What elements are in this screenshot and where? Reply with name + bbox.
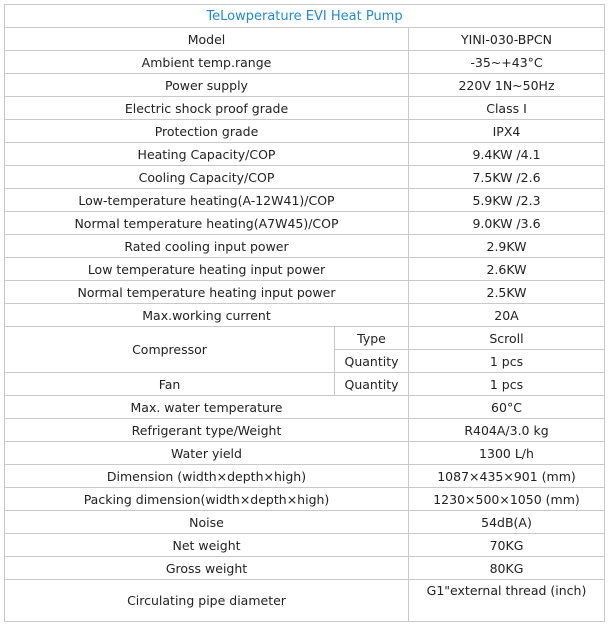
table-row <box>5 120 605 143</box>
row-value: G1"external thread (inch) <box>409 580 605 622</box>
row-value: 20A <box>409 304 605 327</box>
row-value: 1300 L/h <box>409 442 605 465</box>
spec-table <box>4 4 605 622</box>
row-value: Class I <box>409 97 605 120</box>
row-value: Scroll <box>409 327 605 350</box>
row-label: Max. water temperature <box>5 396 409 419</box>
table-row <box>5 465 605 488</box>
row-value: 2.9KW <box>409 235 605 258</box>
row-label: Net weight <box>5 534 409 557</box>
table-row <box>5 304 605 327</box>
table-row <box>5 281 605 304</box>
row-value: 60°C <box>409 396 605 419</box>
table-row <box>5 442 605 465</box>
row-label: Protection grade <box>5 120 409 143</box>
table-row <box>5 97 605 120</box>
table-row <box>5 235 605 258</box>
table-row <box>5 327 605 350</box>
sub-label: Quantity <box>335 350 409 373</box>
row-label: Dimension (width×depth×high) <box>5 465 409 488</box>
row-label: Electric shock proof grade <box>5 97 409 120</box>
row-value: 1 pcs <box>409 373 605 396</box>
table-title: TeLowperature EVI Heat Pump <box>5 5 605 28</box>
row-value: 9.4KW /4.1 <box>409 143 605 166</box>
row-label: Rated cooling input power <box>5 235 409 258</box>
row-label: Low temperature heating input power <box>5 258 409 281</box>
row-label: Cooling Capacity/COP <box>5 166 409 189</box>
row-label: Low-temperature heating(A-12W41)/COP <box>5 189 409 212</box>
table-row <box>5 373 605 396</box>
table-row <box>5 580 605 622</box>
table-row <box>5 258 605 281</box>
table-row <box>5 557 605 580</box>
table-row <box>5 396 605 419</box>
table-row <box>5 166 605 189</box>
row-label: Fan <box>5 373 335 396</box>
row-value: R404A/3.0 kg <box>409 419 605 442</box>
row-label: Compressor <box>5 327 335 373</box>
row-value: 80KG <box>409 557 605 580</box>
row-value: 5.9KW /2.3 <box>409 189 605 212</box>
row-value: 1 pcs <box>409 350 605 373</box>
row-label: Heating Capacity/COP <box>5 143 409 166</box>
row-value: 9.0KW /3.6 <box>409 212 605 235</box>
table-row <box>5 212 605 235</box>
title-row <box>5 5 605 28</box>
table-row <box>5 488 605 511</box>
row-value: 1087×435×901 (mm) <box>409 465 605 488</box>
table-row <box>5 74 605 97</box>
row-value: 220V 1N~50Hz <box>409 74 605 97</box>
row-value: YINI-030-BPCN <box>409 28 605 51</box>
row-label: Water yield <box>5 442 409 465</box>
row-label: Normal temperature heating(A7W45)/COP <box>5 212 409 235</box>
row-label: Ambient temp.range <box>5 51 409 74</box>
table-row <box>5 51 605 74</box>
row-value: IPX4 <box>409 120 605 143</box>
row-label: Noise <box>5 511 409 534</box>
table-row <box>5 28 605 51</box>
sub-label: Type <box>335 327 409 350</box>
row-label: Gross weight <box>5 557 409 580</box>
table-row <box>5 511 605 534</box>
row-value: 7.5KW /2.6 <box>409 166 605 189</box>
row-label: Max.working current <box>5 304 409 327</box>
row-label: Circulating pipe diameter <box>5 580 409 622</box>
row-value: -35~+43°C <box>409 51 605 74</box>
row-value: 54dB(A) <box>409 511 605 534</box>
row-value: 2.6KW <box>409 258 605 281</box>
table-row <box>5 419 605 442</box>
row-label: Refrigerant type/Weight <box>5 419 409 442</box>
table-row <box>5 189 605 212</box>
row-value: 2.5KW <box>409 281 605 304</box>
row-label: Packing dimension(width×depth×high) <box>5 488 409 511</box>
row-value: 70KG <box>409 534 605 557</box>
table-row <box>5 143 605 166</box>
sub-label: Quantity <box>335 373 409 396</box>
row-label: Power supply <box>5 74 409 97</box>
row-value: 1230×500×1050 (mm) <box>409 488 605 511</box>
row-label: Normal temperature heating input power <box>5 281 409 304</box>
row-label: Model <box>5 28 409 51</box>
table-row <box>5 534 605 557</box>
